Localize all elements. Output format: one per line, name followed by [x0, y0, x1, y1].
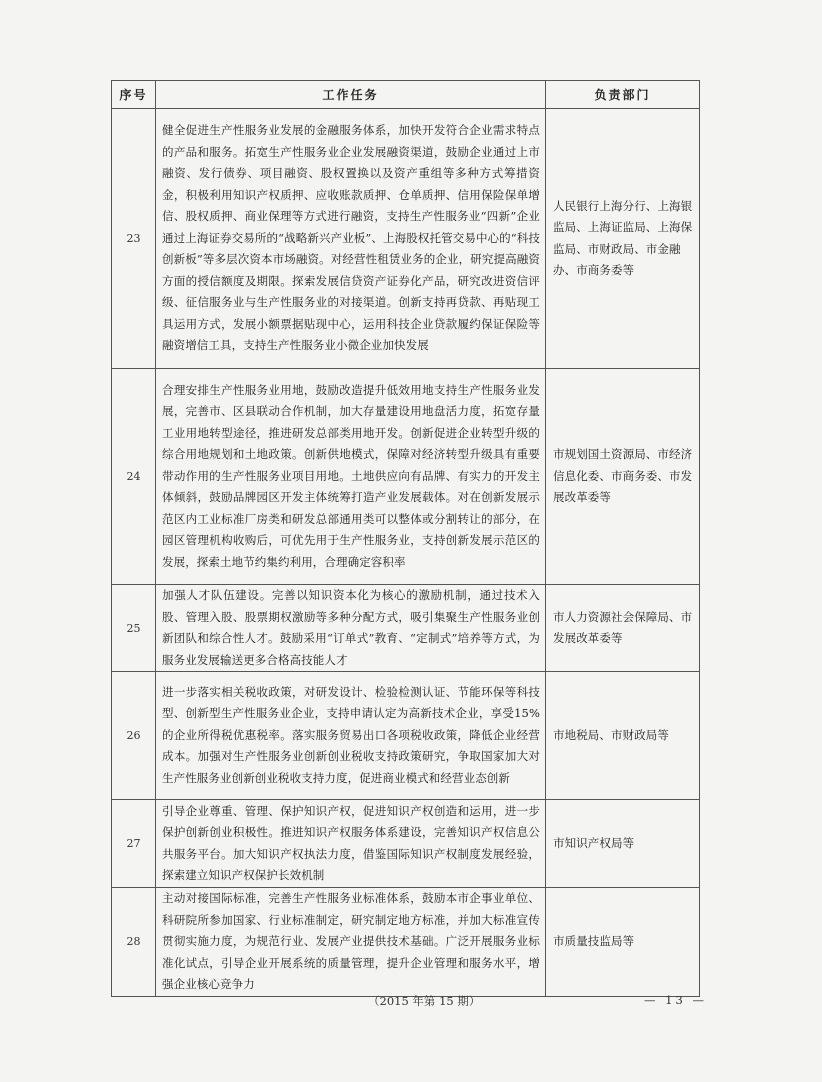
row-department: 市人力资源社会保障局、市发展改革委等 — [546, 585, 700, 672]
row-number: 27 — [112, 800, 156, 888]
row-number: 23 — [112, 109, 156, 369]
table-row — [112, 109, 700, 369]
header-number: 序号 — [112, 81, 156, 109]
header-department: 负责部门 — [546, 81, 700, 109]
row-task: 进一步落实相关税收政策，对研发设计、检验检测认证、节能环保等科技型、创新型生产性服务业企业，支持申请认定为高新技术企业，享受15%的企业所得税优惠税率。落实服务贸易出口各项税收政策，降低企业经营成本。加强对生产性服务业创新创业税收支持政策研究，争取国家加大对生产性服务业创新创业税收支持力度，促进商业模式和经营业态创新 — [156, 672, 546, 800]
row-department: 市规划国土资源局、市经济信息化委、市商务委、市发展改革委等 — [546, 369, 700, 585]
row-task: 加强人才队伍建设。完善以知识资本化为核心的激励机制，通过技术入股、管理入股、股票期权激励等多种分配方式，吸引集聚生产性服务业创新团队和综合性人才。鼓励采用“订单式”教育、“定制式”培养等方式，为服务业发展输送更多合格高技能人才 — [156, 585, 546, 672]
table-row — [112, 672, 700, 800]
document-page — [111, 80, 699, 997]
row-department: 人民银行上海分行、上海银监局、上海证监局、上海保监局、市财政局、市金融办、市商务委等 — [546, 109, 700, 369]
table-row — [112, 585, 700, 672]
row-task: 健全促进生产性服务业发展的金融服务体系，加快开发符合企业需求特点的产品和服务。拓宽生产性服务业企业发展融资渠道，鼓励企业通过上市融资、发行债券、项目融资、股权置换以及资产重组等多种方式筹措资金，积极利用知识产权质押、应收账款质押、仓单质押、信用保险保单增信、股权质押、商业保理等方式进行融资，支持生产性服务业“四新”企业通过上海证券交易所的“战略新兴产业板”、上海股权托管交易中心的“科技创新板”等多层次资本市场融资。对经营性租赁业务的企业，研究提高融资方面的授信额度及期限。探索发展信贷资产证券化产品，研究改进资信评级、征信服务业与生产性服务业的对接渠道。创新支持再贷款、再贴现工具运用方式，发展小额票据贴现中心，运用科技企业贷款履约保证保险等融资增信工具，支持生产性服务业小微企业加快发展 — [156, 109, 546, 369]
row-department: 市地税局、市财政局等 — [546, 672, 700, 800]
table-row — [112, 369, 700, 585]
row-task: 主动对接国际标准，完善生产性服务业标准体系，鼓励本市企事业单位、科研院所参加国家、行业标准制定，研究制定地方标准，并加大标准宣传贯彻实施力度，为规范行业、发展产业提供技术基础。广泛开展服务业标准化试点，引导企业开展系统的质量管理，提升企业管理和服务水平，增强企业核心竞争力 — [156, 888, 546, 997]
row-department: 市质量技监局等 — [546, 888, 700, 997]
row-number: 28 — [112, 888, 156, 997]
row-task: 引导企业尊重、管理、保护知识产权，促进知识产权创造和运用，进一步保护创新创业积极性。推进知识产权服务体系建设，完善知识产权信息公共服务平台。加大知识产权执法力度，借鉴国际知识产权制度发展经验，探索建立知识产权保护长效机制 — [156, 800, 546, 888]
table-row — [112, 888, 700, 997]
task-table — [111, 80, 700, 997]
issue-label: （2015 年第 15 期） — [368, 994, 481, 1008]
row-task: 合理安排生产性服务业用地，鼓励改造提升低效用地支持生产性服务业发展，完善市、区县联动合作机制，加大存量建设用地盘活力度，拓宽存量工业用地转型途径，推进研发总部类用地开发。创新促进企业转型升级的综合用地规划和土地政策。创新供地模式，保障对经济转型升级具有重要带动作用的生产性服务业项目用地。土地供应向有品牌、有实力的开发主体倾斜，鼓励品牌园区开发主体统筹打造产业发展载体。对在创新发展示范区内工业标准厂房类和研发总部通用类可以整体或分割转让的部分，在园区管理机构收购后，可优先用于生产性服务业，支持创新发展示范区的发展，探索土地节约集约利用，合理确定容积率 — [156, 369, 546, 585]
table-row — [112, 800, 700, 888]
row-number: 26 — [112, 672, 156, 800]
header-task: 工作任务 — [156, 81, 546, 109]
row-department: 市知识产权局等 — [546, 800, 700, 888]
page-number: — 13 — — [644, 993, 707, 1007]
row-number: 25 — [112, 585, 156, 672]
page-footer — [0, 993, 822, 1013]
table-header-row — [112, 81, 700, 109]
row-number: 24 — [112, 369, 156, 585]
